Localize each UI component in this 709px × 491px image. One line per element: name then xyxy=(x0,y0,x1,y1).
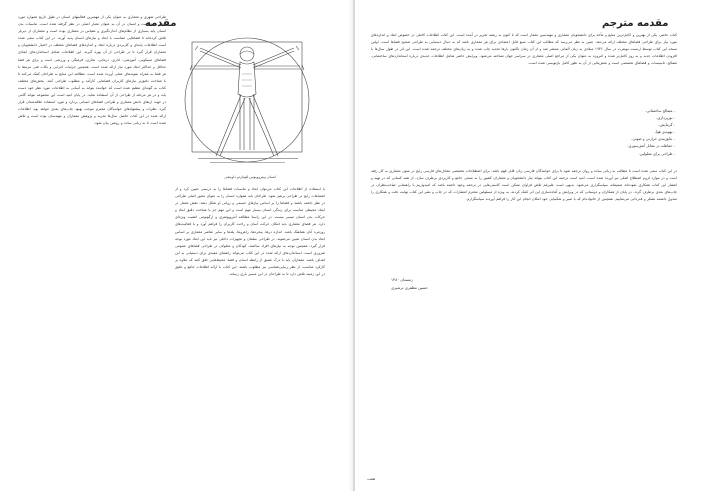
list-item: - تهویه‌ی هوا، xyxy=(654,130,675,135)
list-item: - حفاظت در مقابل آتش‌سوزی، xyxy=(627,144,675,149)
list-item: - طراحی برای معلولین. xyxy=(638,151,675,156)
topic-list xyxy=(585,108,675,158)
page-number: هفت xyxy=(367,476,376,481)
list-item: - مصالح ساختمانی، xyxy=(645,109,675,113)
list-item: - گرمایش، xyxy=(658,123,675,128)
page-heading: مقدمه xyxy=(145,18,177,29)
page-heading: مقدمه مترجم xyxy=(602,18,669,29)
body-paragraph: در این کتاب سعی شده است تا مطالب به زبانی ساده و روان ترجمه شود تا برای خوانندگان فارسی زبان قابل فهم باشد. برای اصطلاحات تخصصی معادل‌های فارسی رایج در متون معماری به کار رفته است و در موارد لزوم اصطلاح اصلی نیز آورده شده است. امید است ترجمه این کتاب بتواند نیاز دانشجویان و معماران کشور را به منبعی جامع و کاربردی برطرف سازد. از همه کسانی که در تهیه و انتشار این کتاب همکاری نموده‌اند صمیمانه سپاسگزاری می‌شود. بدیهی است علیرغم تلاش فراوان ممکن است کاستی‌هایی در ترجمه وجود داشته باشد که امیدواریم با راهنمایی صاحب‌نظران در چاپ‌های بعدی برطرف گردد. در پایان از همکاران و دوستانی که در ویرایش و آماده‌سازی این اثر کمک کردند، به ویژه از مسئولین محترم انتشارات که در چاپ و نشر این کتاب نهایت دقت و همکاری را مبذول داشتند تشکر و قدردانی می‌نماییم. همچنین از خانواده‌ام که با صبر و شکیبایی خود امکان انجام این کار را فراهم آوردند سپاسگزارم. xyxy=(371,169,677,202)
vitruvian-man-illustration xyxy=(180,28,315,170)
list-item: - نورپردازی، xyxy=(656,116,675,121)
signature-date: زمستان ۱۳۸۰ xyxy=(391,277,413,282)
translator-signature xyxy=(391,276,471,292)
left-column-text: طراحی شهری و معماری به عنوان یکی از مهمترین فعالیتهای انسان در طول تاریخ همواره مورد توجه بوده است و انسان در آن به عنوان معیار اصلی در نظر گرفته شده است. تناسبات بدن انسان پایه بسیاری از نظام‌های اندازه‌گیری و مقیاس در معماری بوده است و معماران از دیرباز تلاش کرده‌اند تا فضاهایی متناسب با ابعاد و نیازهای انسان پدید آورند. در این کتاب سعی شده است اطلاعات پایه‌ای و کاربردی درباره ابعاد و اندازه‌های فضاهای مختلف در اختیار دانشجویان و معماران قرار گیرد تا در طراحی از آن بهره گیرند. این اطلاعات شامل استانداردهای ابعادی فضاهای مسکونی، آموزشی، اداری، درمانی، تجاری، فرهنگی و ورزشی است و برای هر فضا حداقل و حداکثر ابعاد مورد نیاز ارائه شده است. همچنین جزئیات اجرایی و نکات فنی مرتبط با هر فضا به همراه نمونه‌های عملی آورده شده است. مطالعه این منابع به طراحان کمک می‌کند تا با شناخت دقیق‌تر نیازهای کاربران فضاهایی کارآمد و مطلوب طراحی کنند. بخش‌های مختلف کتاب به گونه‌ای تنظیم شده است که خواننده بتواند به آسانی به اطلاعات مورد نظر خود دست یابد و در هر مرحله از طراحی از آن استفاده نماید. در پایان امید است این مجموعه بتواند گامی در جهت ارتقای دانش معماری و طراحی فضاهای انسانی بردارد و مورد استفاده علاقه‌مندان قرار گیرد. نظرات و پیشنهادهای خوانندگان محترم موجب بهبود چاپ‌های بعدی خواهد بود. اطلاعات ارائه شده در این کتاب حاصل سال‌ها تجربه و پژوهش معماران و مهندسان بوده است و تلاش شده است تا به زبانی ساده و روشن بیان شود. xyxy=(18,15,166,126)
list-item: - عایق‌بندی حرارتی و صوتی، xyxy=(631,137,675,142)
left-page xyxy=(0,0,354,491)
intro-paragraph: کتاب حاضر، یکی از بهترین و کامل‌ترین منابع و مآخذ برای دانشجویان معماری و مهندسین معمار است که تا کنون به رشته تحریر در آمده است. این کتاب اطلاعات کاملی در خصوص ابعاد و اندازه‌های مورد نیاز برای طراحی فضاهای مختلف ارائه می‌دهد. چنین به نظر می‌رسد که مطالب این کتاب منبع قابل اعتمادی برای هر معماری باشد که به دنبال دستیابی به طراحی صحیح فضاها است. اولین نسخه این کتاب توسط ارنست نویفرت در سال ۱۹۳۶ میلادی به زبان آلمانی منتشر شد و از آن زمان تاکنون بارها تجدید چاپ شده و به زبان‌های مختلف ترجمه شده است. این اثر در طول سال‌ها با افزودن اطلاعات جدید و به روز کامل‌تر شده و امروزه به عنوان یکی از مراجع اصلی معماری در سراسر جهان شناخته می‌شود. ویرایش حاضر شامل اطلاعات جدیدی درباره استانداردهای ساختمانی، مصالح، تاسیسات و فضاهای تخصصی است و بخش‌هایی از آن به طور کامل بازنویسی شده است. xyxy=(371,33,677,66)
signature-name: حسین مظفری ترشیزی xyxy=(391,285,428,290)
figure-caption: انسان ویتروویوس لئوناردو داوینچی xyxy=(224,175,276,179)
right-column-text: با استفاده از اطلاعات این کتاب می‌توان ابعاد و تناسبات فضاها را به درستی تعیین کرد و از اشتباهات رایج در طراحی پرهیز نمود. طراحان باید همواره انسان را به عنوان محور اصلی طراحی در نظر داشته باشند و فضاها را بر اساس نیازهای جسمی و روانی او شکل دهند. نقش معمار در ایجاد محیطی مناسب برای زندگی انسان بسیار مهم است و این مهم جز با شناخت دقیق ابعاد و حرکات بدن انسان میسر نیست. در این راستا مطالعه آنتروپومتری و ارگونومی اهمیت ویژه‌ای دارد. هر فضای معماری باید امکان حرکت آسان و راحت کاربران را فراهم آورد و با فعالیت‌های روزمره آنان هماهنگ باشد. اندازه درها، پنجره‌ها، راهروها، پله‌ها و سایر عناصر معماری بر اساس ابعاد بدن انسان تعیین می‌شوند. در طراحی مبلمان و تجهیزات داخلی نیز باید این ابعاد مورد توجه قرار گیرد. همچنین توجه به نیازهای افراد سالمند، کودکان و معلولان در طراحی فضاهای عمومی ضروری است. استانداردهای ارائه شده در این کتاب می‌تواند راهنمای مفیدی برای دستیابی به این اهداف باشد. معماران باید با درک عمیق از رابطه انسان و فضا، محیط‌هایی خلق کنند که علاوه بر کارکرد مناسب، از نظر زیبایی‌شناسی نیز مطلوب باشند. این کتاب با ارائه اطلاعات جامع و دقیق در این زمینه تلاش دارد تا به طراحان در این مسیر یاری رساند. xyxy=(175,187,325,277)
right-page xyxy=(355,0,709,491)
